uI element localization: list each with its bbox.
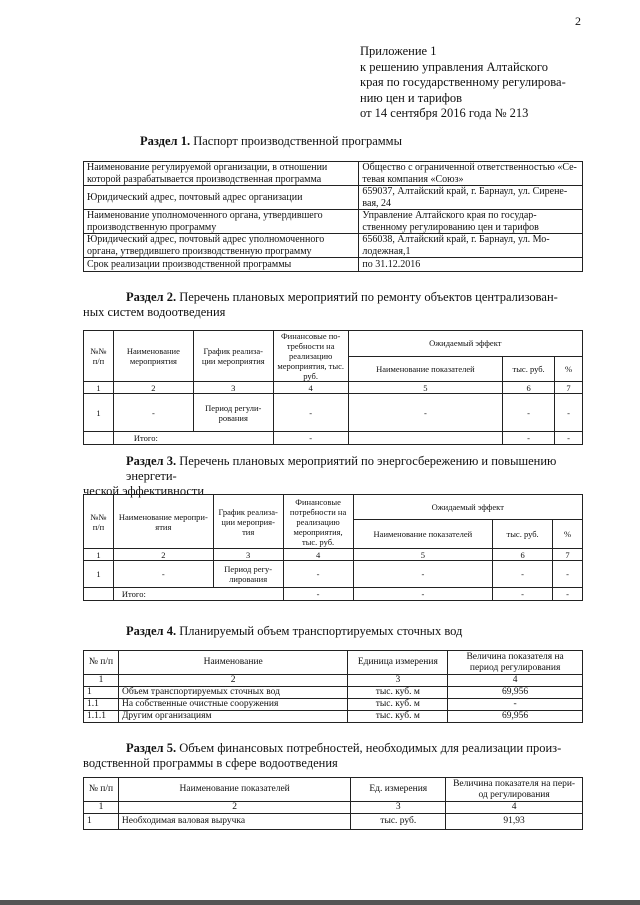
column-number-row (84, 549, 583, 561)
header-name: Наименование показателей (118, 778, 350, 802)
passport-label: Наименование уполномоченного органа, утвердившего производственную программу (84, 210, 359, 234)
col-num: 7 (553, 549, 583, 561)
table-row (84, 186, 583, 210)
appendix-line: нию цен и тарифов (360, 90, 463, 105)
appendix-line: к решению управления Алтайского (360, 59, 548, 74)
section2-number: Раздел 2. (126, 290, 177, 304)
row-name: - (113, 394, 193, 432)
row-unit: тыс. куб. м (348, 699, 448, 711)
header-num: № п/п (84, 651, 119, 675)
section3-heading-line2: ческой эффективности (83, 484, 205, 498)
section2-title (83, 290, 583, 320)
row-finance: - (283, 561, 353, 588)
row-unit: тыс. руб. (351, 814, 446, 830)
total-finance: - (283, 588, 353, 601)
row-num: 1.1.1 (84, 711, 119, 723)
header-name: Наименование мероприятия (113, 331, 193, 382)
col-num: 1 (84, 382, 114, 394)
header-indicator: Наименование показателей (353, 520, 493, 549)
total-row (84, 588, 583, 601)
header-name: Наименование меропри-ятия (113, 495, 213, 549)
table-row (84, 234, 583, 258)
section5-number: Раздел 5. (126, 741, 177, 755)
column-number-row (84, 382, 583, 394)
row-value: 69,956 (448, 687, 583, 699)
col-num: 4 (448, 675, 583, 687)
header-unit: Единица измерения (348, 651, 448, 675)
section3-title (83, 454, 583, 499)
total-thousand: - (493, 588, 553, 601)
total-percent: - (553, 588, 583, 601)
row-name: - (113, 561, 213, 588)
section5-title (83, 741, 583, 771)
energy-saving-table (83, 494, 583, 601)
header-schedule: График реализа-ции мероприятия (193, 331, 273, 382)
row-unit: тыс. куб. м (348, 687, 448, 699)
header-num: №№ п/п (84, 331, 114, 382)
total-row (84, 432, 583, 445)
header-percent: % (555, 356, 583, 382)
row-indicator: - (353, 561, 493, 588)
col-num: 1 (84, 802, 119, 814)
col-num: 3 (351, 802, 446, 814)
row-num: 1 (84, 561, 114, 588)
col-num: 3 (193, 382, 273, 394)
row-value: 91,93 (446, 814, 583, 830)
section5-heading-line1: Объем финансовых потребностей, необходимых для реализации произ- (179, 741, 562, 755)
row-name: Необходимая валовая выручка (118, 814, 350, 830)
col-num: 6 (503, 382, 555, 394)
row-num: 1.1 (84, 699, 119, 711)
col-num: 1 (84, 549, 114, 561)
row-schedule: Период регули-рования (193, 394, 273, 432)
header-finance: Финансовые потребности на реализацию мероприятия, тыс. руб. (283, 495, 353, 549)
col-num: 2 (118, 802, 350, 814)
passport-value: Общество с ограниченной ответственностью «Се-тевая компания «Союз» (359, 162, 583, 186)
section3-heading-line1: Перечень плановых мероприятий по энергосбережению и повышению энергети- (126, 454, 557, 483)
col-num: 3 (213, 549, 283, 561)
table-header-row (84, 778, 583, 802)
table-row (84, 687, 583, 699)
table-row (84, 258, 583, 272)
table-row (84, 711, 583, 723)
passport-value: по 31.12.2016 (359, 258, 583, 272)
header-schedule: График реализа-ции мероприя-тия (213, 495, 283, 549)
header-percent: % (553, 520, 583, 549)
passport-label: Наименование регулируемой организации, в отношении которой разрабатывается производственная программа (84, 162, 359, 186)
total-label: Итого: (113, 588, 283, 601)
total-thousand: - (503, 432, 555, 445)
section3-number: Раздел 3. (126, 454, 177, 468)
table-header-row (84, 495, 583, 520)
row-indicator: - (348, 394, 503, 432)
header-thousand: тыс. руб. (493, 520, 553, 549)
financial-needs-table (83, 777, 583, 830)
passport-label: Юридический адрес, почтовый адрес организации (84, 186, 359, 210)
col-num: 3 (348, 675, 448, 687)
table-header-row (84, 331, 583, 357)
row-unit: тыс. куб. м (348, 711, 448, 723)
wastewater-volume-table (83, 650, 583, 723)
header-value: Величина показателя на период регулирования (448, 651, 583, 675)
header-effect: Ожидаемый эффект (348, 331, 582, 357)
row-name: Объем транспортируемых сточных вод (118, 687, 347, 699)
appendix-line: края по государственному регулирова- (360, 75, 566, 89)
col-num: 7 (555, 382, 583, 394)
section2-heading-line1: Перечень плановых мероприятий по ремонту объектов централизован- (179, 290, 558, 304)
page-bottom-edge (0, 900, 640, 905)
header-thousand: тыс. руб. (503, 356, 555, 382)
row-schedule: Период регу-лирования (213, 561, 283, 588)
col-num: 4 (273, 382, 348, 394)
row-thousand: - (493, 561, 553, 588)
col-num: 2 (113, 549, 213, 561)
total-percent: - (555, 432, 583, 445)
appendix-line: Приложение 1 (360, 44, 437, 58)
total-indicator: - (353, 588, 493, 601)
header-name: Наименование (118, 651, 347, 675)
table-row (84, 561, 583, 588)
appendix-header (360, 44, 566, 122)
header-finance: Финансовые по-требности на реализацию мероприятия, тыс. руб. (273, 331, 348, 382)
passport-value: 656038, Алтайский край, г. Барнаул, ул. Мо-лодежная,1 (359, 234, 583, 258)
col-num: 1 (84, 675, 119, 687)
appendix-line: от 14 сентября 2016 года № 213 (360, 106, 529, 120)
row-num: 1 (84, 814, 119, 830)
section4-number: Раздел 4. (126, 624, 177, 638)
passport-value: Управление Алтайского края по государ-ственному регулированию цен и тарифов (359, 210, 583, 234)
section1-title (140, 134, 402, 149)
section1-number: Раздел 1. (140, 134, 191, 148)
table-row (84, 162, 583, 186)
header-value: Величина показателя на пери-од регулирования (446, 778, 583, 802)
total-finance: - (273, 432, 348, 445)
passport-value: 659037, Алтайский край, г. Барнаул, ул. Сирене-вая, 24 (359, 186, 583, 210)
row-value: 69,956 (448, 711, 583, 723)
col-num: 2 (118, 675, 347, 687)
row-finance: - (273, 394, 348, 432)
header-indicator: Наименование показателей (348, 356, 503, 382)
row-percent: - (555, 394, 583, 432)
section4-title (126, 624, 462, 639)
table-row (84, 699, 583, 711)
col-num: 4 (446, 802, 583, 814)
passport-label: Срок реализации производственной программы (84, 258, 359, 272)
header-num: № п/п (84, 778, 119, 802)
col-num: 5 (353, 549, 493, 561)
row-num: 1 (84, 394, 114, 432)
table-row (84, 210, 583, 234)
section2-heading-line2: ных систем водоотведения (83, 305, 226, 319)
header-num: №№ п/п (84, 495, 114, 549)
table-row (84, 814, 583, 830)
row-name: На собственные очистные сооружения (118, 699, 347, 711)
section4-heading: Планируемый объем транспортируемых сточных вод (179, 624, 463, 638)
table-header-row (84, 651, 583, 675)
page-number: 2 (575, 14, 581, 28)
row-num: 1 (84, 687, 119, 699)
row-name: Другим организациям (118, 711, 347, 723)
total-label: Итого: (113, 432, 273, 445)
header-unit: Ед. измерения (351, 778, 446, 802)
row-value: - (448, 699, 583, 711)
col-num: 2 (113, 382, 193, 394)
col-num: 5 (348, 382, 503, 394)
passport-table (83, 161, 583, 272)
passport-label: Юридический адрес, почтовый адрес уполномоченного органа, утвердившего производственную программу (84, 234, 359, 258)
section1-heading: Паспорт производственной программы (193, 134, 402, 148)
repair-activities-table (83, 330, 583, 445)
section5-heading-line2: водственной программы в сфере водоотведения (83, 756, 338, 770)
col-num: 6 (493, 549, 553, 561)
row-thousand: - (503, 394, 555, 432)
column-number-row (84, 675, 583, 687)
table-row (84, 394, 583, 432)
column-number-row (84, 802, 583, 814)
row-percent: - (553, 561, 583, 588)
col-num: 4 (283, 549, 353, 561)
header-effect: Ожидаемый эффект (353, 495, 582, 520)
